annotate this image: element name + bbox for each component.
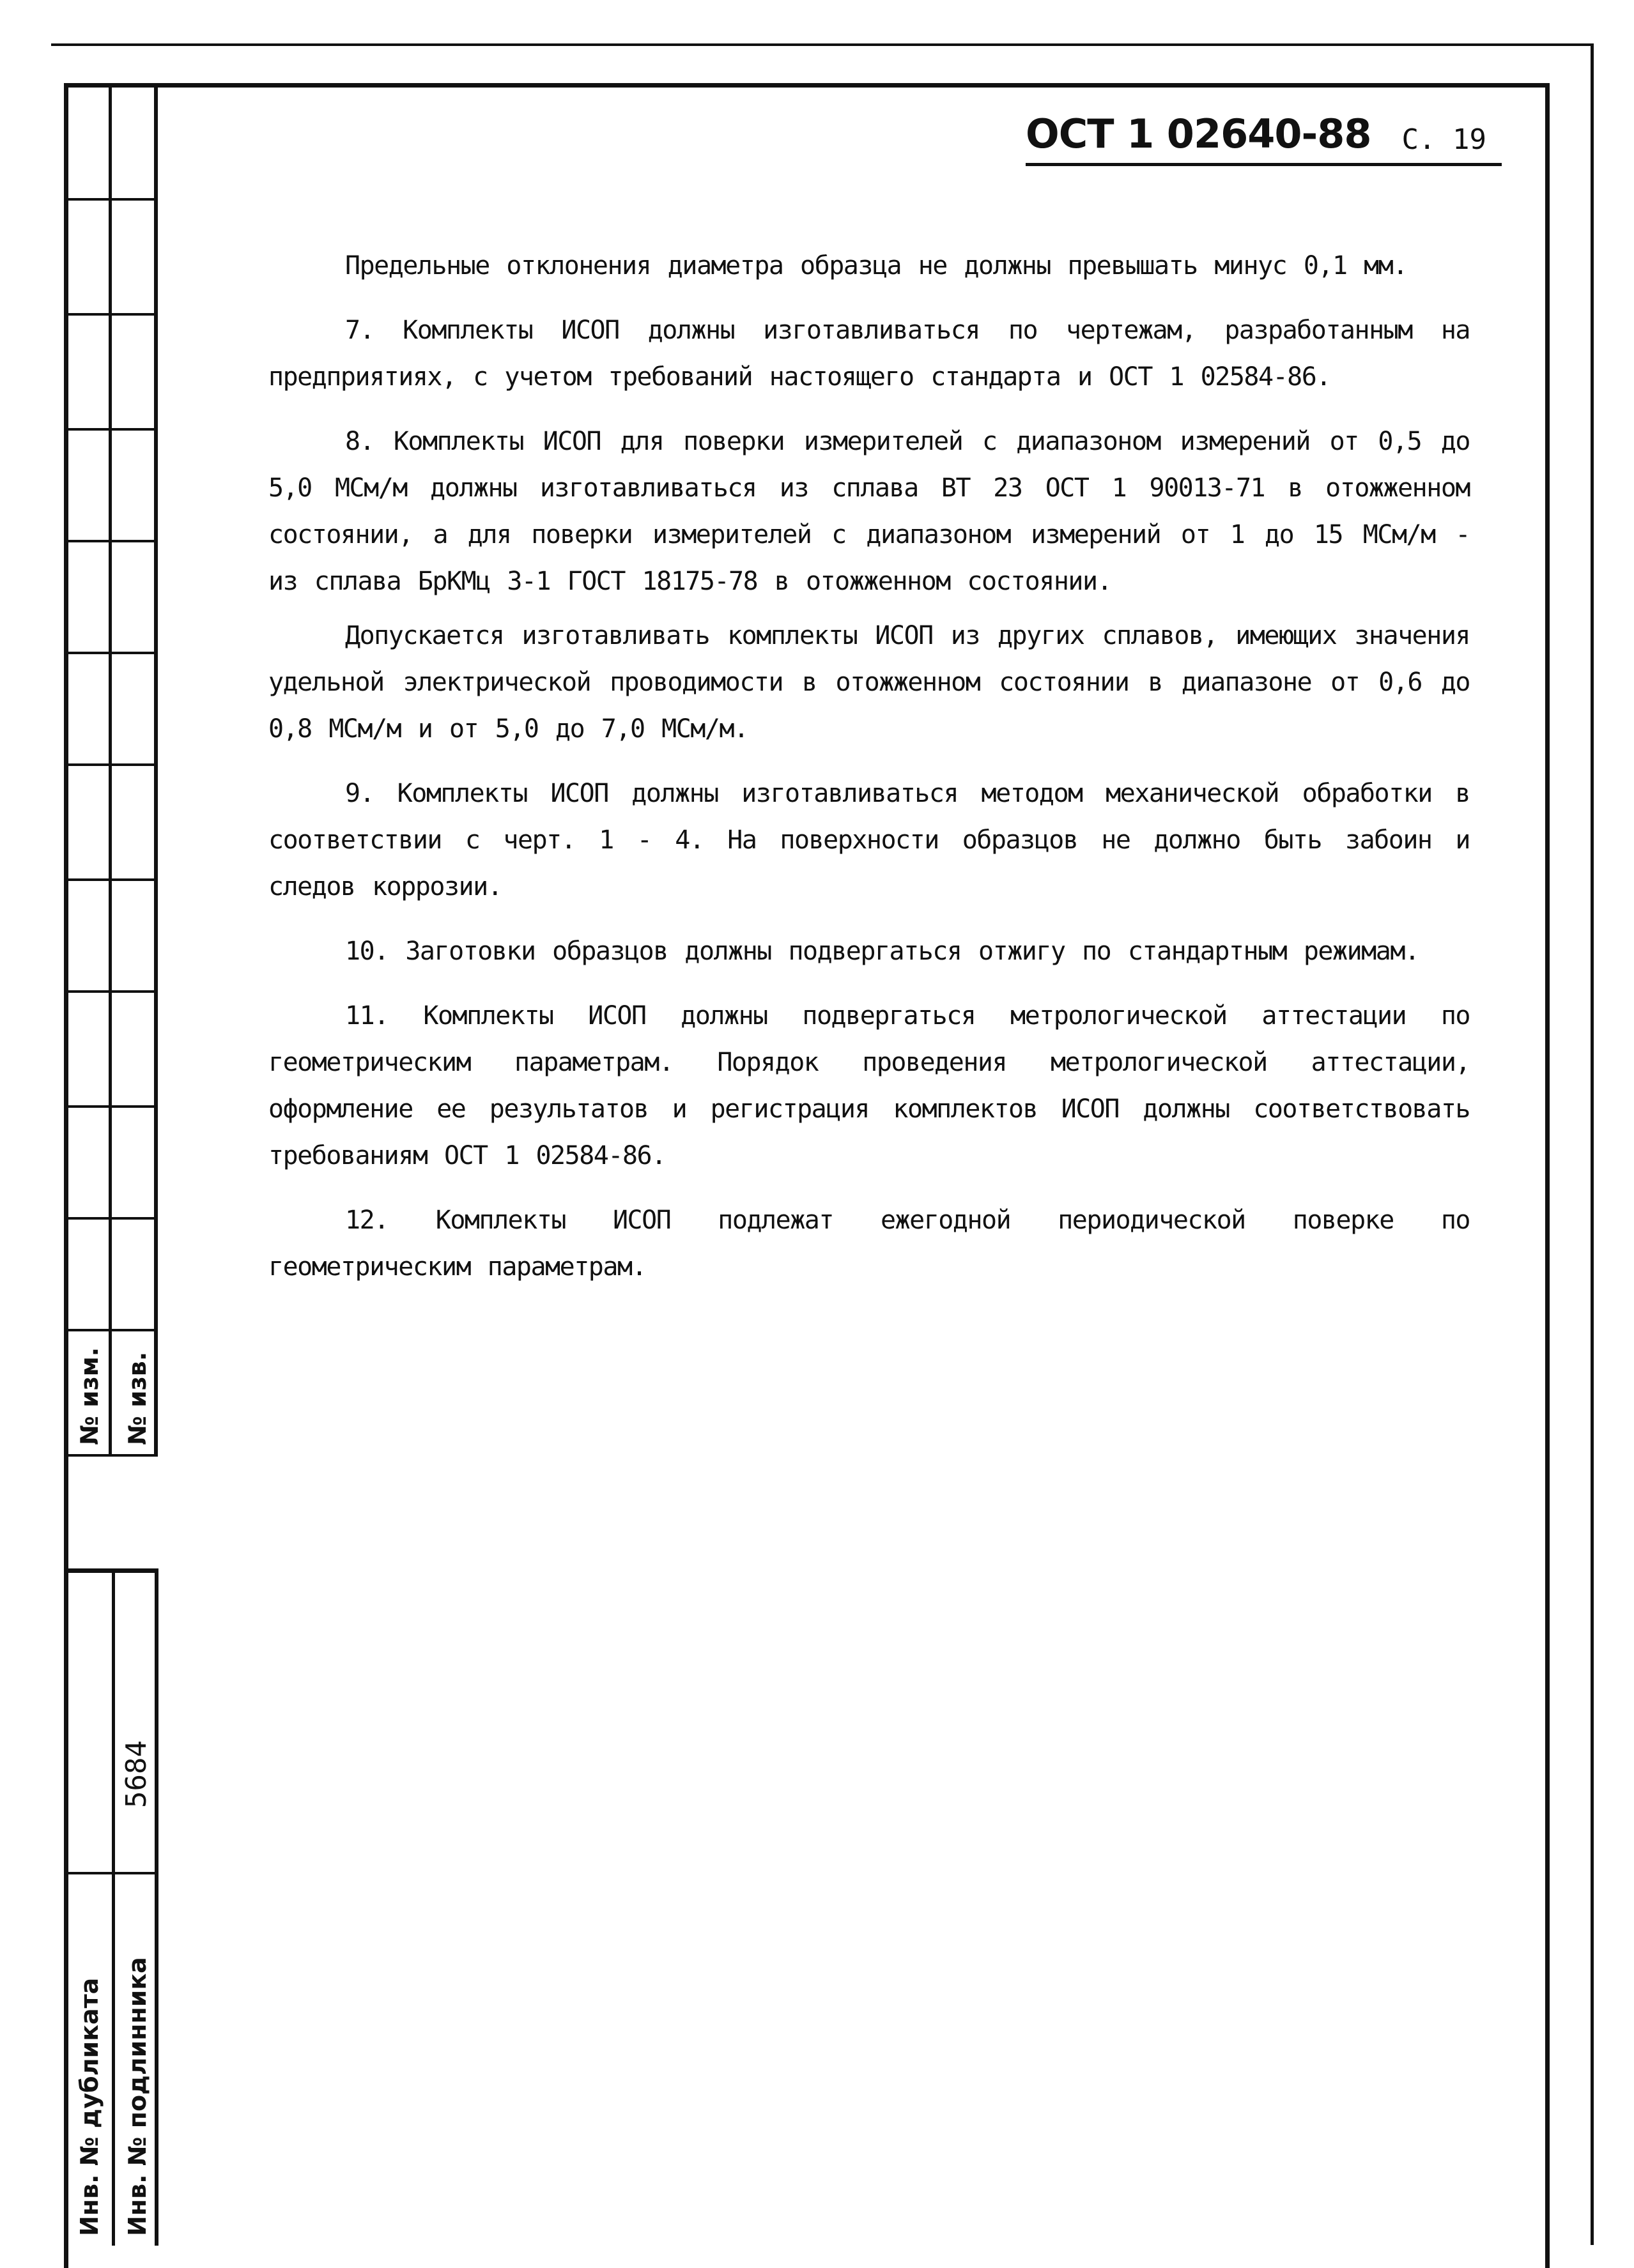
paragraph-8: 8. Комплекты ИСОП для поверки измерителей с диапазоном измерений от 0,5 до 5,0 МСм/м должны изготавливаться из сплава ВТ 23 ОСТ 1 90013-71 в отожженном состоянии, а для поверки измерителей с диапазоном измерений от 1 до 15 МСм/м - из сплава БрКМц 3-1 ГОСТ 18175-78 в отожженном состоянии. <box>268 427 1470 596</box>
duplicate-inventory-label: Инв. № дубликата <box>75 1977 104 2236</box>
inventory-stamp-right-border <box>155 1568 158 2246</box>
margin-cell-divider <box>64 198 158 201</box>
paragraph-9: 9. Комплекты ИСОП должны изготавливаться методом механической обработки в соответствии с черт. 1 - 4. На поверхности образцов не должно быть забоин и следов коррозии. <box>268 779 1470 901</box>
original-inventory-number: 5684 <box>120 1740 153 1808</box>
margin-cell-divider <box>64 313 158 316</box>
margin-column-left <box>64 83 112 1457</box>
paragraph-10: 10. Заготовки образцов должны подвергаться отжигу по стандартным режимам. <box>345 937 1419 966</box>
notice-number-label: № изв. <box>123 1351 151 1445</box>
page-number: С. 19 <box>1401 123 1486 156</box>
margin-cell-divider <box>64 1105 158 1108</box>
margin-column-right <box>112 83 158 1457</box>
top-border-line <box>51 43 1594 46</box>
change-number-label: № изм. <box>75 1347 104 1445</box>
paragraph-11: 11. Комплекты ИСОП должны подвергаться метрологической аттестации по геометрическим параметрам. Порядок проведения метрологической аттестации, оформление ее результатов и регистрация комплектов ИСОП должны соответствовать требованиям ОСТ 1 02584-86. <box>268 1001 1470 1170</box>
margin-cell-divider <box>64 428 158 431</box>
margin-cell-divider <box>64 1454 158 1457</box>
paragraph-7: 7. Комплекты ИСОП должны изготавливаться по чертежам, разработанным на предприятиях, с учетом требований настоящего стандарта и ОСТ 1 02584-86. <box>268 316 1470 392</box>
margin-cell-divider <box>64 990 158 993</box>
inventory-stamp-divider <box>112 1568 115 2246</box>
document-body <box>268 243 1470 1308</box>
margin-cell-divider <box>64 540 158 542</box>
margin-cell-divider <box>64 1217 158 1220</box>
outer-right-border <box>1591 45 1594 2245</box>
original-inventory-label: Инв. № подлинника <box>123 1957 151 2236</box>
paragraph-diameter-tolerance: Предельные отклонения диаметра образца не должны превышать минус 0,1 мм. <box>345 251 1407 280</box>
page-header <box>1026 109 1502 166</box>
margin-cell-divider <box>64 652 158 654</box>
paragraph-8-allowance: Допускается изготавливать комплекты ИСОП из других сплавов, имеющих значения удельной электрической проводимости в отожженном состоянии в диапазоне от 0,6 до 0,8 МСм/м и от 5,0 до 7,0 МСм/м. <box>268 621 1470 744</box>
document-code: ОСТ 1 02640-88 <box>1026 111 1371 157</box>
margin-cell-divider <box>64 1329 158 1331</box>
margin-cell-divider <box>64 763 158 766</box>
paragraph-12: 12. Комплекты ИСОП подлежат ежегодной периодической поверке по геометрическим параметрам. <box>268 1206 1470 1282</box>
inventory-stamp-mid-line <box>64 1872 158 1874</box>
margin-cell-divider <box>64 878 158 881</box>
